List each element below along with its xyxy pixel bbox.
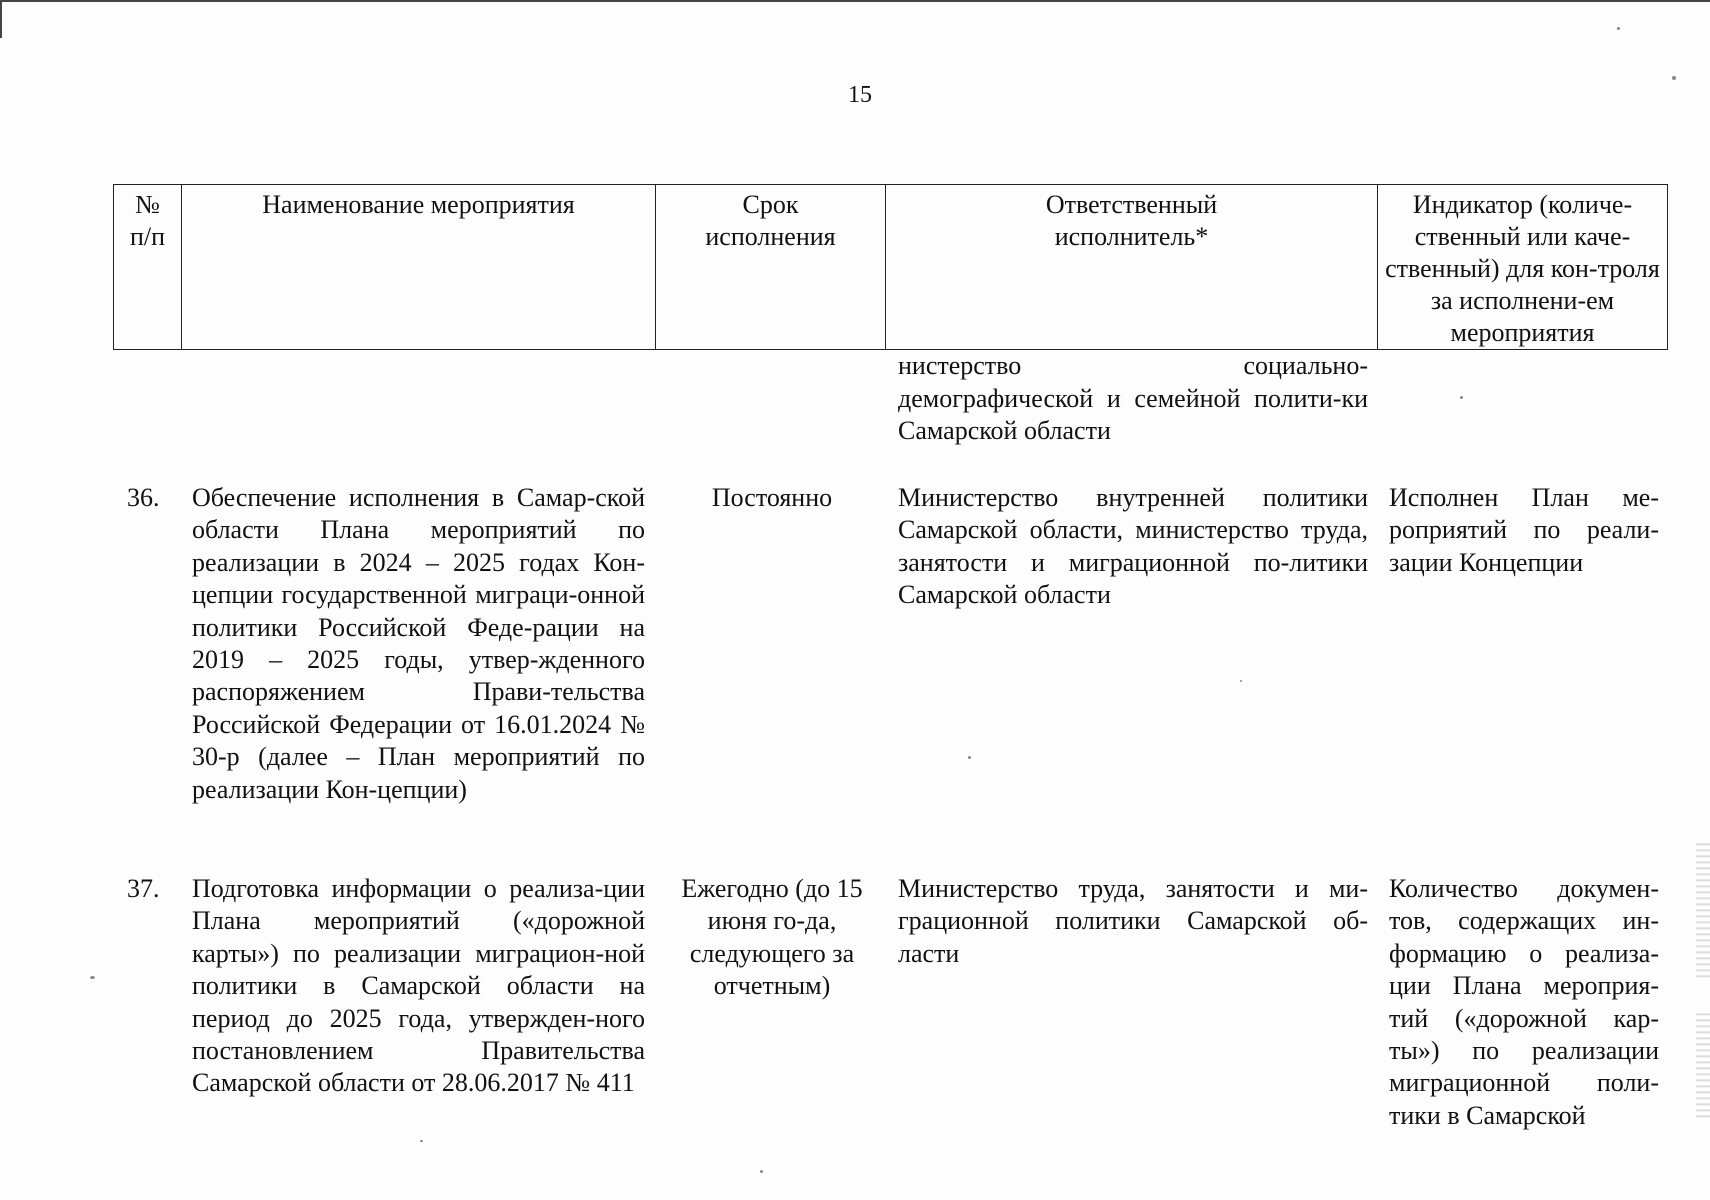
- scan-border-top: [0, 0, 1710, 2]
- scan-speck: [90, 976, 95, 979]
- scan-speck: [420, 1140, 423, 1142]
- continuation-first-line: нистерство социально-: [898, 351, 1368, 380]
- scan-speck: [968, 756, 971, 759]
- row-activity-name: Подготовка информации о реализа-ции Плана мероприятий («дорожной карты») по реализации миграцион-ной политики в Самарской области на период до 2025 года, утвержден-ного постановлением Правительства Самарской области от 28.06.2017 № 411: [192, 874, 645, 1098]
- row-number: 36.: [127, 483, 160, 512]
- scan-speck: [1240, 680, 1242, 682]
- table-header: [113, 184, 1668, 350]
- scan-speck: [1460, 396, 1463, 399]
- scan-edge-noise: [1696, 1010, 1710, 1120]
- header-term: Срок исполнения: [656, 185, 886, 350]
- row-number: 37.: [127, 874, 160, 903]
- row-activity-name: Обеспечение исполнения в Самар-ской области Плана мероприятий по реализации в 2024 – 2025 годах Кон-цепции государственной миграци-онной политики Российской Феде-рации на 2019 – 2025 годы, утвер-жденного распоряжением Прави-тельства Российской Федерации от 16.01.2024 № 30-р (далее – План мероприятий по реализации Кон-цепции): [192, 483, 645, 804]
- row-indicator: Количество докумен-тов, содержащих ин-формацию о реализа-ции Плана мероприя-тий («дорожной кар-ты») по реализации миграционной поли-тики в Самарской: [1389, 874, 1659, 1130]
- header-name: Наименование мероприятия: [182, 185, 656, 350]
- header-num: № п/п: [114, 185, 182, 350]
- header-responsible: Ответственный исполнитель*: [886, 185, 1378, 350]
- row-term: Постоянно: [711, 483, 833, 512]
- row-responsible: Министерство труда, занятости и ми-грационной политики Самарской об-ласти: [898, 874, 1368, 968]
- row-indicator: Исполнен План ме-роприятий по реали-зации Концепции: [1389, 483, 1659, 577]
- scan-border-left: [0, 0, 2, 38]
- scan-speck: [760, 1170, 763, 1173]
- header-indicator: Индикатор (количе-ственный или каче-ственный) для кон-троля за исполнени-ем мероприятия: [1378, 185, 1668, 350]
- scan-speck: [1617, 27, 1620, 30]
- scan-speck: [1672, 76, 1676, 80]
- page-number: 15: [848, 82, 872, 108]
- row-term: Ежегодно (до 15 июня го-да, следующего за отчетным): [681, 874, 863, 1001]
- continuation-text: демографической и семейной полити-ки Самарской области: [898, 384, 1368, 446]
- row-responsible: Министерство внутренней политики Самарской области, министерство труда, занятости и миграционной по-литики Самарской области: [898, 483, 1368, 610]
- scan-edge-noise: [1696, 840, 1710, 980]
